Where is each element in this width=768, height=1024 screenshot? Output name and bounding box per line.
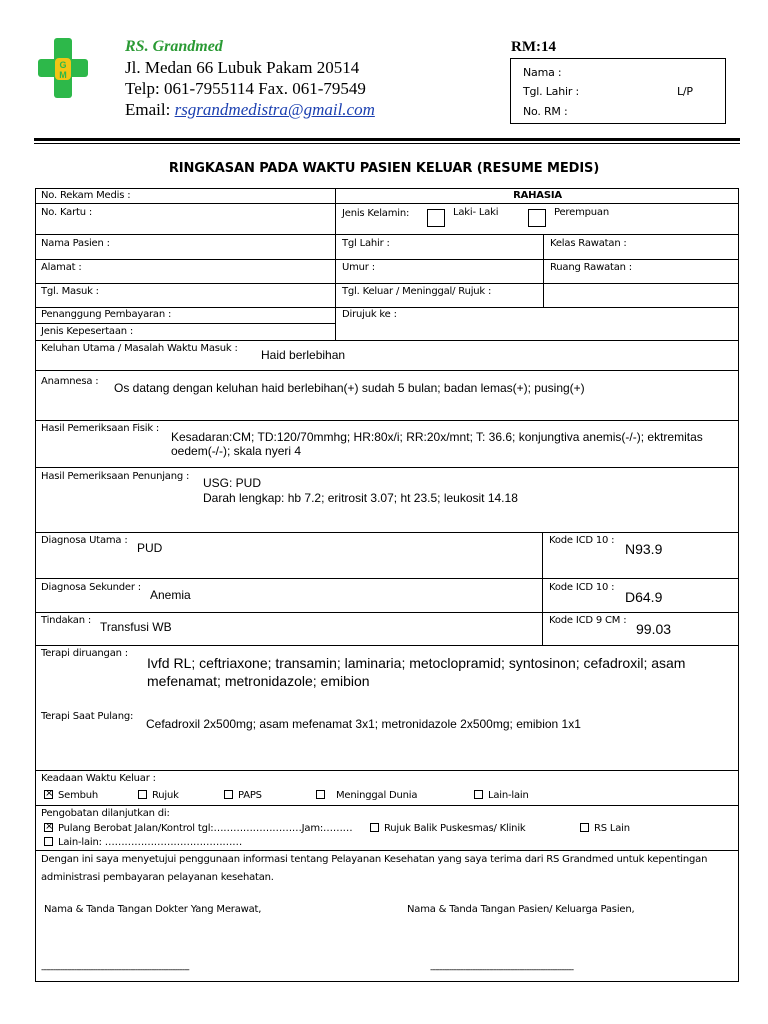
- paps-checkbox[interactable]: [224, 790, 233, 799]
- laki-laki-checkbox[interactable]: [427, 209, 445, 227]
- keadaan-label: Keadaan Waktu Keluar :: [41, 773, 156, 784]
- pengobatan-rs-lain[interactable]: RS Lain: [580, 823, 630, 834]
- fisik-value-2: oedem(-/-); skala nyeri 4: [171, 444, 302, 458]
- tindakan-value: Transfusi WB: [100, 620, 172, 634]
- anamnesa-label: Anamnesa :: [41, 376, 99, 387]
- tgl-masuk-label: Tgl. Masuk :: [41, 286, 99, 297]
- hospital-email-row: [125, 100, 375, 120]
- diagnosa-utama-value: PUD: [137, 541, 163, 555]
- hospital-address: Jl. Medan 66 Lubuk Pakam 20514: [125, 58, 360, 77]
- laki-laki-label: Laki- Laki: [453, 207, 499, 218]
- penunjang-label: Hasil Pemeriksaan Penunjang :: [41, 471, 190, 482]
- icd-tindakan-value: 99.03: [636, 621, 672, 637]
- rujuk-balik-checkbox[interactable]: [370, 823, 379, 832]
- svg-text:M: M: [59, 70, 67, 80]
- rm-no-rm: No. RM :: [523, 105, 568, 118]
- penanggung-label: Penanggung Pembayaran :: [41, 309, 172, 320]
- anamnesa-value: Os datang dengan keluhan haid berlebihan(+) sudah 5 bulan; badan lemas(+); pusing(+): [114, 381, 585, 395]
- penunjang-value-1: USG: PUD: [203, 476, 262, 490]
- pengobatan-rujuk-balik[interactable]: Rujuk Balik Puskesmas/ Klinik: [370, 823, 526, 834]
- diagnosa-utama-label: Diagnosa Utama :: [41, 535, 128, 546]
- header-divider: [34, 138, 740, 141]
- keluhan-value: Haid berlebihan: [261, 348, 346, 362]
- no-rekam-medis-label: No. Rekam Medis :: [41, 190, 131, 201]
- consent-text-2: administrasi pembayaran pelayanan kesehatan.: [41, 872, 274, 883]
- lain-lain-checkbox[interactable]: [474, 790, 483, 799]
- tgl-lahir-label: Tgl Lahir :: [342, 238, 390, 249]
- hospital-logo: [38, 38, 88, 98]
- terapi-pulang-value: Cefadroxil 2x500mg; asam mefenamat 3x1; metronidazole 2x500mg; emibion 1x1: [146, 717, 581, 731]
- keadaan-lain[interactable]: Lain-lain: [474, 790, 529, 801]
- pasien-signature-label: Nama & Tanda Tangan Pasien/ Keluarga Pasien,: [407, 904, 635, 915]
- umur-label: Umur :: [342, 262, 375, 273]
- kontrol-checkbox[interactable]: [44, 823, 53, 832]
- meninggal-checkbox[interactable]: [316, 790, 325, 799]
- sembuh-checkbox[interactable]: [44, 790, 53, 799]
- perempuan-label: Perempuan: [554, 207, 609, 218]
- icd-tindakan-label: Kode ICD 9 CM :: [549, 615, 627, 626]
- jenis-kelamin-label: Jenis Kelamin:: [342, 208, 410, 219]
- kelas-rawatan-label: Kelas Rawatan :: [550, 238, 627, 249]
- tindakan-label: Tindakan :: [41, 615, 92, 626]
- fisik-value-1: Kesadaran:CM; TD:120/70mmhg; HR:80x/i; RR:20x/mnt; T: 36.6; konjungtiva anemis(-/-); ektremitas: [171, 430, 703, 444]
- hospital-phone: Telp: 061-7955114 Fax. 061-79549: [125, 79, 366, 98]
- rujuk-checkbox[interactable]: [138, 790, 147, 799]
- dokter-signature-label: Nama & Tanda Tangan Dokter Yang Merawat,: [44, 904, 262, 915]
- keadaan-sembuh[interactable]: ×Sembuh: [44, 790, 98, 801]
- form-title: RINGKASAN PADA WAKTU PASIEN KELUAR (RESUME MEDIS): [168, 161, 600, 176]
- rs-lain-checkbox[interactable]: [580, 823, 589, 832]
- keadaan-rujuk[interactable]: Rujuk: [138, 790, 179, 801]
- jenis-kepesertaan-label: Jenis Kepesertaan :: [41, 326, 134, 337]
- hospital-name: RS. Grandmed: [125, 38, 223, 55]
- rm-number: RM:14: [511, 39, 556, 55]
- pengobatan-lain[interactable]: Lain-lain: ……………………………………: [44, 837, 242, 848]
- pengobatan-kontrol[interactable]: ×Pulang Berobat Jalan/Kontrol tgl:………………………Jam:………: [44, 823, 352, 834]
- penunjang-value-2: Darah lengkap: hb 7.2; eritrosit 3.07; ht 23.5; leukosit 14.18: [203, 491, 518, 505]
- consent-text-1: Dengan ini saya menyetujui penggunaan informasi tentang Pelayanan Kesehatan yang saya terima dari RS Grandmed untuk kepentingan: [41, 854, 708, 865]
- terapi-ruangan-value-2: mefenamat; metronidazole; emibion: [147, 673, 370, 689]
- diagnosa-sekunder-label: Diagnosa Sekunder :: [41, 582, 141, 593]
- terapi-ruangan-value-1: Ivfd RL; ceftriaxone; transamin; laminaria; metoclopramid; syntosinon; cefadroxil; asam: [147, 655, 686, 671]
- email-link[interactable]: rsgrandmedistra@gmail.com: [174, 100, 375, 119]
- diagnosa-sekunder-value: Anemia: [150, 588, 191, 602]
- keadaan-paps[interactable]: PAPS: [224, 790, 262, 801]
- keluhan-label: Keluhan Utama / Masalah Waktu Masuk :: [41, 343, 238, 354]
- pengobatan-label: Pengobatan dilanjutkan di:: [41, 808, 170, 819]
- email-label: Email:: [125, 100, 171, 119]
- terapi-pulang-label: Terapi Saat Pulang:: [41, 711, 134, 722]
- rm-nama: Nama :: [523, 66, 562, 79]
- ruang-rawatan-label: Ruang Rawatan :: [550, 262, 632, 273]
- icd-sekunder-value: D64.9: [625, 589, 663, 605]
- pasien-signature-line: -------------------------------------------------------------: [430, 965, 574, 975]
- pengobatan-lain-checkbox[interactable]: [44, 837, 53, 846]
- header-divider-thin: [34, 143, 740, 144]
- rahasia-label: RAHASIA: [513, 190, 562, 201]
- icd-sekunder-label: Kode ICD 10 :: [549, 582, 615, 593]
- dokter-signature-line: ---------------------------------------------------------------: [41, 965, 189, 975]
- rm-lp: L/P: [677, 85, 693, 98]
- icd-utama-label: Kode ICD 10 :: [549, 535, 615, 546]
- icd-utama-value: N93.9: [625, 541, 663, 557]
- perempuan-checkbox[interactable]: [528, 209, 546, 227]
- keadaan-meninggal[interactable]: Meninggal Dunia: [316, 790, 417, 801]
- svg-text:G: G: [59, 60, 67, 70]
- tgl-keluar-label: Tgl. Keluar / Meninggal/ Rujuk :: [342, 286, 492, 297]
- fisik-label: Hasil Pemeriksaan Fisik :: [41, 423, 160, 434]
- dirujuk-label: Dirujuk ke :: [342, 309, 397, 320]
- terapi-ruangan-label: Terapi diruangan :: [41, 648, 128, 659]
- no-kartu-label: No. Kartu :: [41, 207, 93, 218]
- nama-pasien-label: Nama Pasien :: [41, 238, 110, 249]
- patient-id-box: [510, 58, 726, 124]
- rm-tgl-lahir: Tgl. Lahir :: [523, 85, 579, 98]
- alamat-label: Alamat :: [41, 262, 82, 273]
